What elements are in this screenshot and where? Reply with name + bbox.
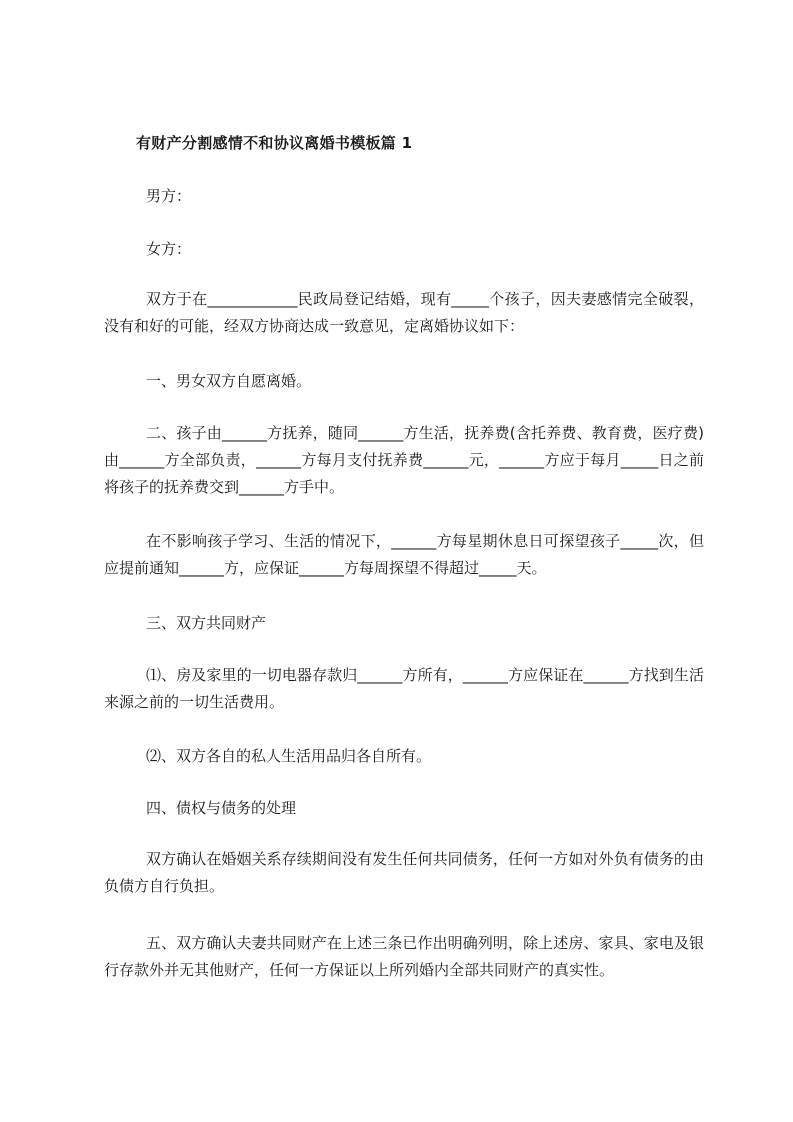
- personal-items-line: ⑵、双方各自的私人生活用品归各自所有。: [146, 747, 432, 765]
- document-title: 有财产分割感情不和协议离婚书模板篇 1: [136, 134, 413, 152]
- female-party-label: 女方：: [146, 240, 192, 258]
- child-custody-paragraph: 二、孩子由______方抚养，随同______方生活，抚养费(含托养费、教育费，医疗费)由______方全部负责，______方每月支付抚养费______元，______方应于每月_____日之前将孩子的抚养费交到______方手中。: [104, 424, 704, 496]
- debt-paragraph: 双方确认在婚姻关系存续期间没有发生任何共同债务，任何一方如对外负有债务的由负债方自行负担。: [104, 850, 704, 895]
- section-one-heading: 一、男女双方自愿离婚。: [146, 372, 312, 390]
- male-party-label: 男方：: [146, 187, 192, 205]
- section-three-heading: 三、双方共同财产: [146, 614, 267, 632]
- intro-paragraph: 双方于在____________民政局登记结婚，现有_____个孩子，因夫妻感情完全破裂，没有和好的可能，经双方协商达成一致意见，定离婚协议如下：: [104, 290, 704, 335]
- section-four-heading: 四、债权与债务的处理: [146, 799, 297, 817]
- house-property-paragraph: ⑴、房及家里的一切电器存款归______方所有，______方应保证在______方找到生活来源之前的一切生活费用。: [104, 666, 704, 711]
- visitation-paragraph: 在不影响孩子学习、生活的情况下，______方每星期休息日可探望孩子_____次，但应提前通知______方，应保证______方每周探望不得超过_____天。: [104, 532, 704, 577]
- section-five-paragraph: 五、双方确认夫妻共同财产在上述三条已作出明确列明，除上述房、家具、家电及银行存款外并无其他财产，任何一方保证以上所列婚内全部共同财产的真实性。: [104, 934, 704, 979]
